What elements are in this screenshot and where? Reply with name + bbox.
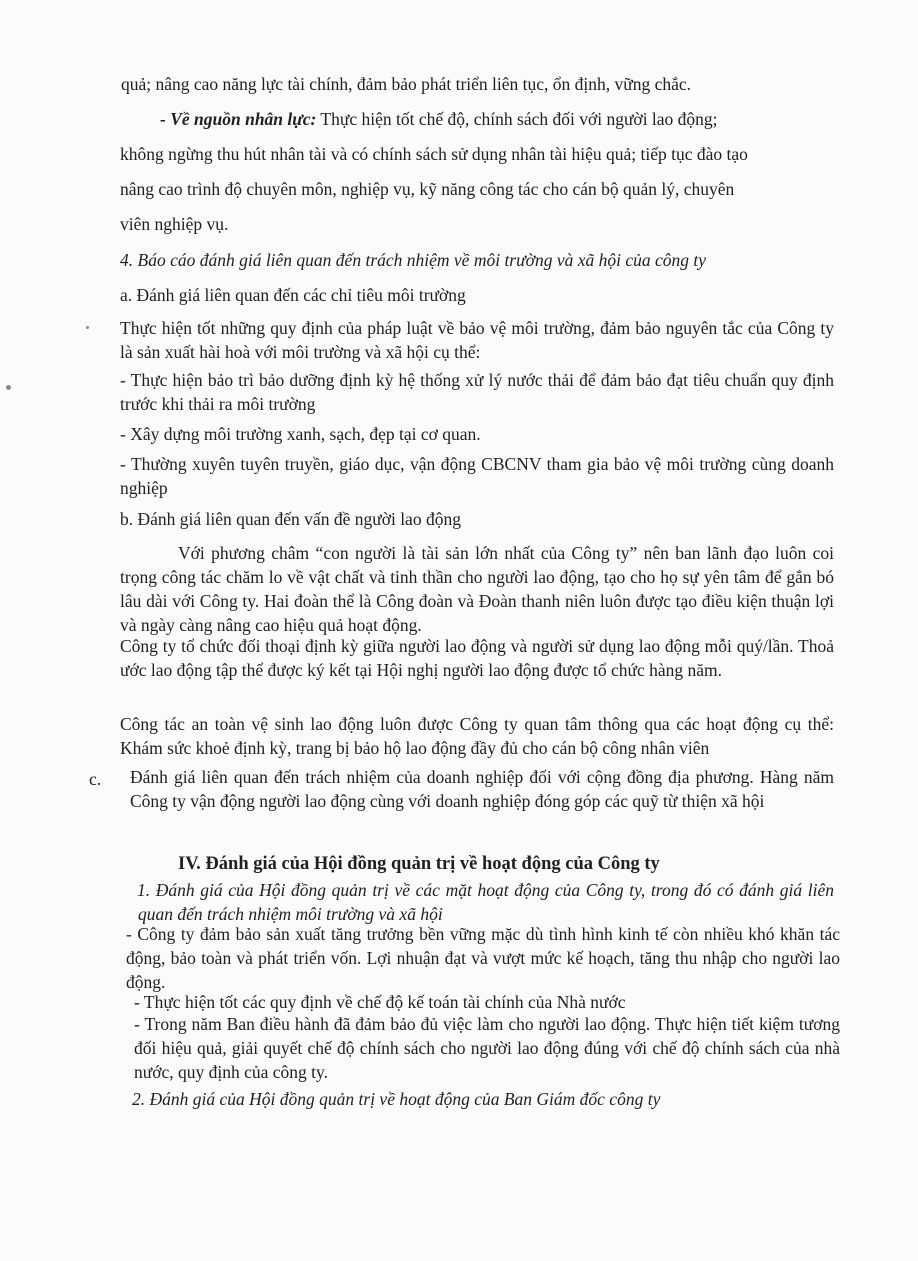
list-item: - Xây dựng môi trường xanh, sạch, đẹp tại cơ quan. xyxy=(120,424,481,444)
text-line: - Về nguồn nhân lực: Thực hiện tốt chế độ, chính sách đối với người lao động; xyxy=(160,109,718,129)
list-item: - Thực hiện tốt các quy định về chế độ kế toán tài chính của Nhà nước xyxy=(134,992,626,1012)
subsection-1-title: 1. Đánh giá của Hội đồng quản trị về các mặt hoạt động của Công ty, trong đó có đánh giá liên quan đến trách nhiệm môi trường và xã hội xyxy=(137,880,834,924)
text-line: quả; nâng cao năng lực tài chính, đảm bảo phát triển liên tục, ổn định, vững chắc. xyxy=(121,74,692,94)
paragraph: Với phương châm “con người là tài sản lớn nhất của Công ty” nên ban lãnh đạo luôn coi trọng công tác chăm lo về vật chất và tinh thần cho người lao động, tạo cho họ sự yên tâm để gắn bó lâu dài với Công ty. Hai đoàn thể là Công đoàn và Đoàn thanh niên luôn được tạo điều kiện thuận lợi và ngày càng nâng cao hiệu quả hoạt động. xyxy=(120,543,834,635)
paragraph: Thực hiện tốt những quy định của pháp luật về bảo vệ môi trường, đảm bảo nguyên tắc của Công ty là sản xuất hài hoà với môi trường và xã hội cụ thể: xyxy=(120,318,834,362)
section-4-heading: 4. Báo cáo đánh giá liên quan đến trách nhiệm về môi trường và xã hội của công ty xyxy=(120,250,707,270)
list-item: - Công ty đảm bảo sản xuất tăng trưởng bền vững mặc dù tình hình kinh tế còn nhiều khó khăn tác động, bảo toàn và phát triển vốn. Lợi nhuận đạt và vượt mức kế hoạch, tăng thu nhập cho người lao động. xyxy=(126,924,840,992)
list-item: - Thường xuyên tuyên truyền, giáo dục, vận động CBCNV tham gia bảo vệ môi trường cùng doanh nghiệp xyxy=(120,454,834,498)
scan-speck xyxy=(6,385,11,390)
paragraph: Công tác an toàn vệ sinh lao động luôn được Công ty quan tâm thông qua các hoạt động cụ thể: Khám sức khoẻ định kỳ, trang bị bảo hộ lao động đầy đủ cho cán bộ công nhân viên xyxy=(120,714,834,758)
paragraph: Công ty tổ chức đối thoại định kỳ giữa người lao động và người sử dụng lao động mỗi quý/lần. Thoả ước lao động tập thể được ký kết tại Hội nghị người lao động được tổ chức hàng năm. xyxy=(120,636,834,680)
text-line: nâng cao trình độ chuyên môn, nghiệp vụ, kỹ năng công tác cho cán bộ quản lý, chuyên xyxy=(120,179,735,199)
list-item: - Thực hiện bảo trì bảo dưỡng định kỳ hệ thống xử lý nước thải để đảm bảo đạt tiêu chuẩn quy định trước khi thải ra môi trường xyxy=(120,370,834,414)
text-line: viên nghiệp vụ. xyxy=(120,214,229,234)
list-item: - Trong năm Ban điều hành đã đảm bảo đủ việc làm cho người lao động. Thực hiện tiết kiệm tương đối hiệu quả, giải quyết chế độ chính sách cho người lao động đúng với chế độ chính sách của nhà nước, quy định của công ty. xyxy=(134,1014,840,1082)
subsection-b-title: b. Đánh giá liên quan đến vấn đề người lao động xyxy=(120,509,461,529)
subsection-c-marker: c. xyxy=(89,769,102,789)
section-iv-heading: IV. Đánh giá của Hội đồng quản trị về hoạt động của Công ty xyxy=(178,854,660,874)
subsection-a-title: a. Đánh giá liên quan đến các chỉ tiêu môi trường xyxy=(120,285,466,305)
text-line: không ngừng thu hút nhân tài và có chính sách sử dụng nhân tài hiệu quả; tiếp tục đào tạo xyxy=(120,144,748,164)
label-nguon-nhan-luc: - Về nguồn nhân lực: xyxy=(160,109,317,129)
paragraph: Đánh giá liên quan đến trách nhiệm của doanh nghiệp đối với cộng đồng địa phương. Hàng năm Công ty vận động người lao động cùng với doanh nghiệp đóng góp các quỹ từ thiện xã hội xyxy=(130,767,834,811)
scan-speck xyxy=(86,326,89,329)
subsection-2-title: 2. Đánh giá của Hội đồng quản trị về hoạt động của Ban Giám đốc công ty xyxy=(132,1089,661,1109)
